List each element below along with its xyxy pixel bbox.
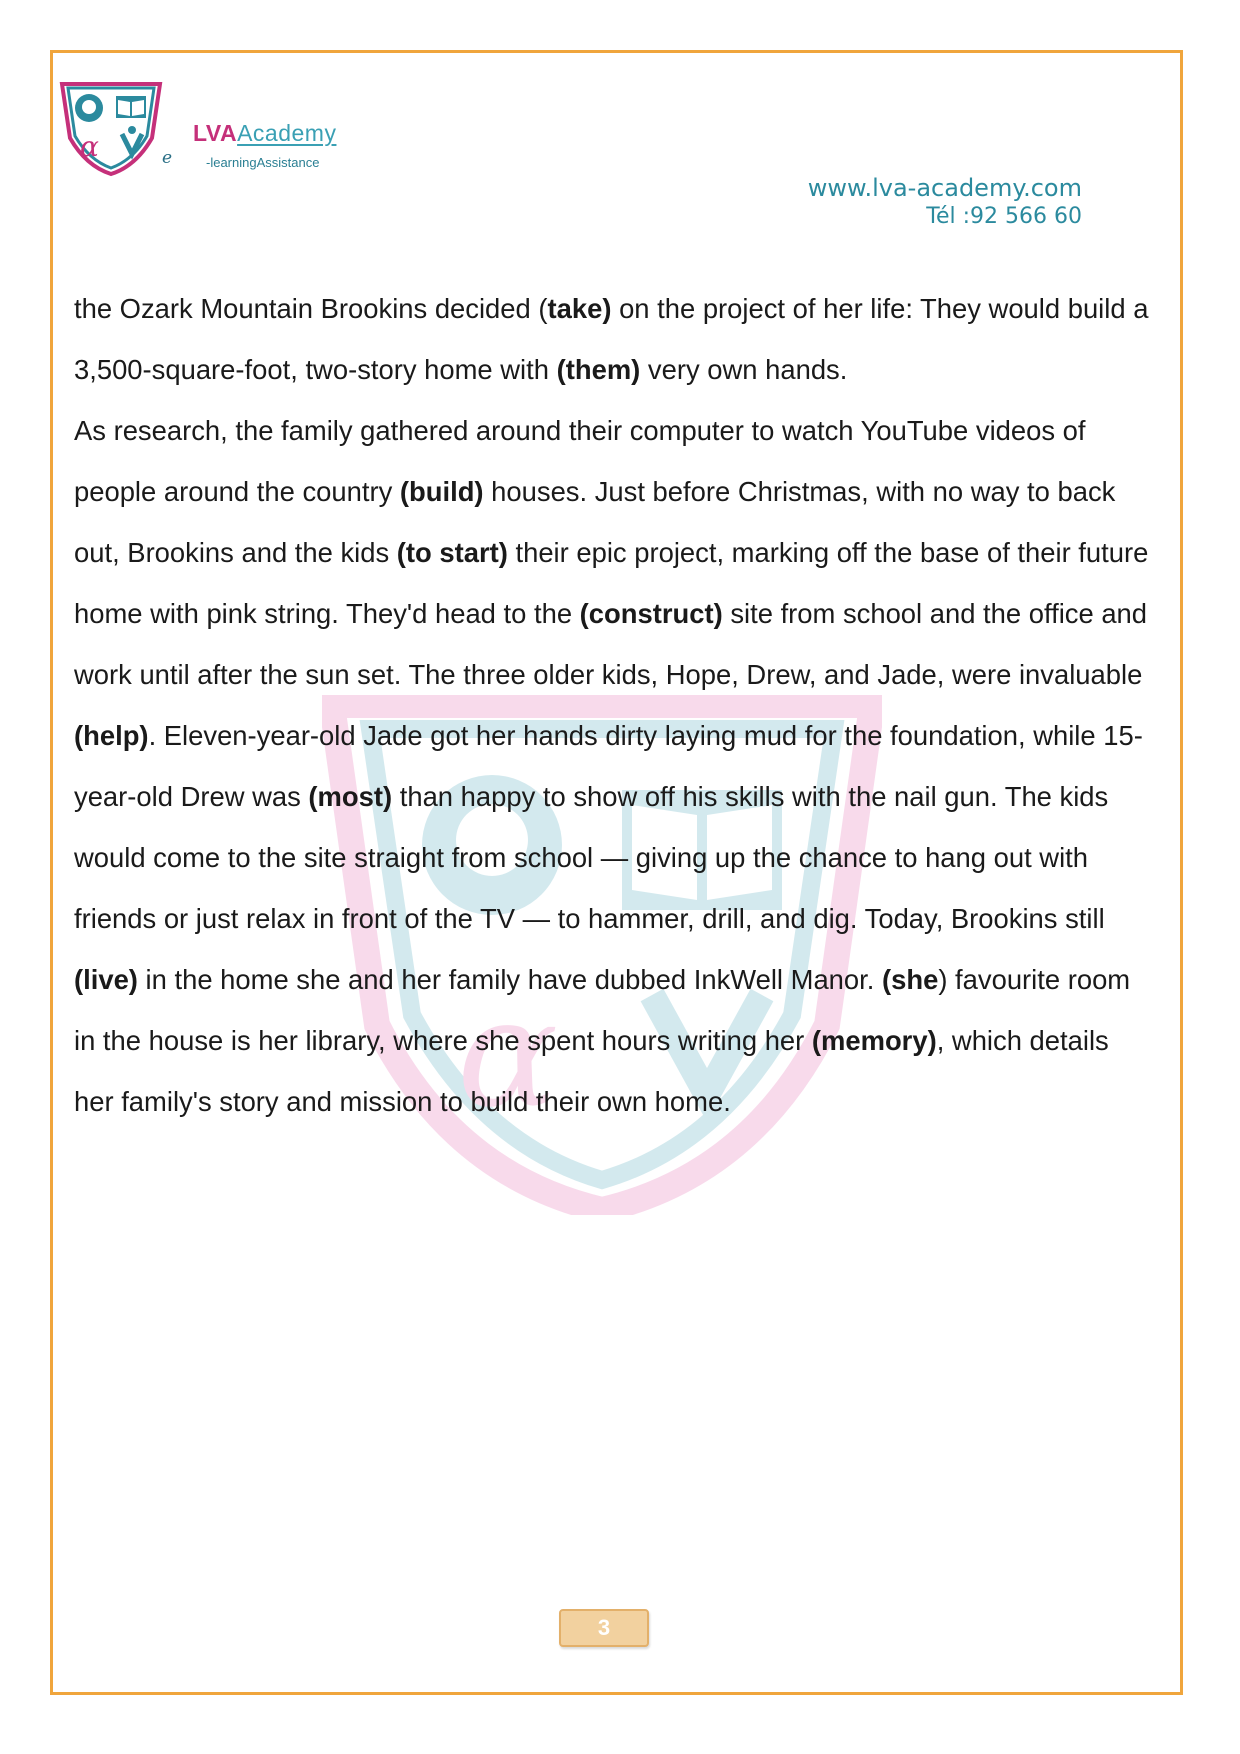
brand-subtitle: -learningAssistance xyxy=(206,155,320,170)
bold-verb-prompt: (memory) xyxy=(811,1025,937,1056)
text-segment: very own hands. xyxy=(640,354,848,385)
bold-verb-prompt: (them) xyxy=(556,354,641,385)
bold-verb-prompt: take) xyxy=(547,293,612,324)
bold-verb-prompt: (to start) xyxy=(396,537,508,568)
brand-academy: Academy xyxy=(237,120,337,146)
text-segment: their epic project, marking off the base of their future home with pink string. They'd head to the xyxy=(74,537,1149,629)
svg-text:α: α xyxy=(80,130,99,163)
bold-verb-prompt: (help) xyxy=(74,720,149,751)
brand-name xyxy=(193,120,336,147)
brand-lva: LVA xyxy=(193,120,238,146)
text-segment: houses. Just before Christmas, with no way to back out, Brookins and the kids xyxy=(74,476,1116,568)
bold-verb-prompt: (construct) xyxy=(579,598,723,629)
paragraph xyxy=(74,400,1154,1132)
text-segment: in the home she and her family have dubbed InkWell Manor. xyxy=(137,964,882,995)
lva-academy-logo xyxy=(56,78,166,178)
text-segment: As research, the family gathered around their computer to watch YouTube videos of people around the country xyxy=(74,415,1086,507)
bold-verb-prompt: (build) xyxy=(399,476,484,507)
paragraph xyxy=(74,278,1154,400)
text-segment: , which details her family's story and mission to build their own home. xyxy=(74,1025,1109,1117)
text-segment: site from school and the office and work until after the sun set. The three older kids, Hope, Drew, and Jade, were invaluable xyxy=(74,598,1148,690)
text-segment: than happy to show off his skills with the nail gun. The kids would come to the site straight from school — giving up the chance to hang out with friends or just relax in front of the TV — to hammer, drill, and dig. Today, Brookins still xyxy=(74,781,1109,934)
logo-e-letter: e xyxy=(162,148,173,168)
svg-text:α: α xyxy=(457,967,559,1141)
website-url[interactable]: www.lva-academy.com xyxy=(807,174,1082,202)
bold-verb-prompt: (she xyxy=(881,964,939,995)
text-segment: . Eleven-year-old Jade got her hands dirty laying mud for the foundation, while 15-year-old Drew was xyxy=(74,720,1143,812)
bold-verb-prompt: (most) xyxy=(308,781,393,812)
body-text xyxy=(74,278,1154,1132)
bold-verb-prompt: (live) xyxy=(74,964,138,995)
text-segment: the Ozark Mountain Brookins decided ( xyxy=(74,293,548,324)
text-segment: ) favourite room in the house is her library, where she spent hours writing her xyxy=(74,964,1131,1056)
text-segment: on the project of her life: They would build a 3,500-square-foot, two-story home with xyxy=(74,293,1149,385)
page-number: 3 xyxy=(559,1609,649,1647)
phone-number: Tél :92 566 60 xyxy=(926,204,1082,229)
